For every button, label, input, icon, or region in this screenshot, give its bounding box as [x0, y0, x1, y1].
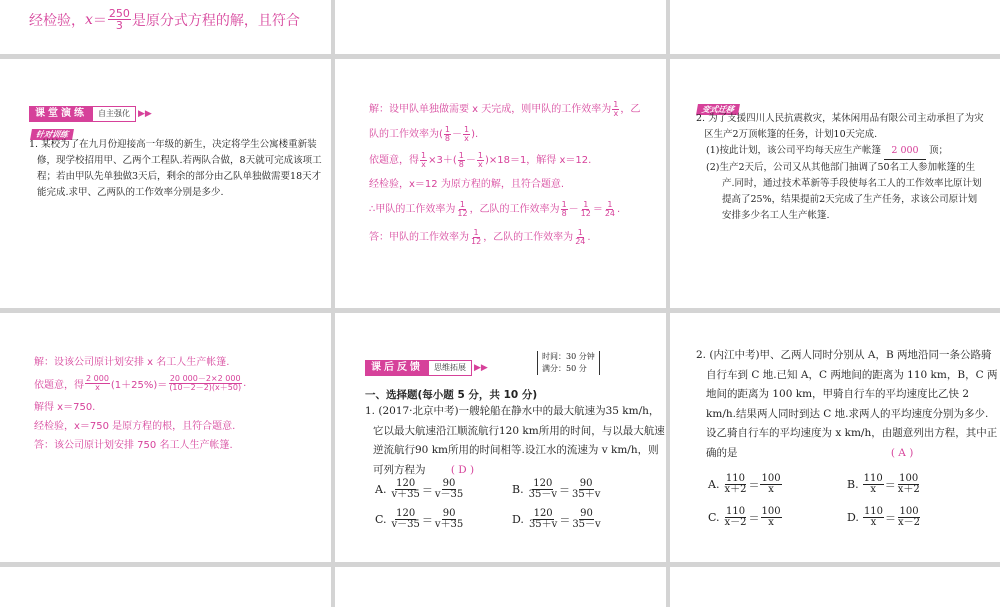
question-text: 1. (2017·北京中考)一艘轮船在静水中的最大航速为35 km/h，它以最大航速沿江顺流航行120 km所用的时间，与以最大航速逆流航行90 km所用的时间相等.设江水的流速为 v km/h，则可列方程为 — [365, 405, 665, 476]
option-label: B. — [847, 478, 859, 491]
frac-den: v－35 — [434, 489, 464, 500]
equals: ＝ — [421, 513, 433, 527]
arrow-icon: ▶▶ — [474, 363, 488, 373]
q2-stem: 2. 为了支援四川人民抗震救灾，某休闲用品有限公司主动承担了为灾区生产2万顶帐篷的任务，计划10天完成. — [696, 113, 984, 140]
frac-num: 90 — [579, 478, 593, 489]
question-1: 1. 某校为了在九月份迎接高一年级的新生，决定将学生公寓楼重新装修，现学校招用甲、乙两个工程队.若两队合做，8天就可完成该项工程；若由甲队先单独做3天后，剩余的部分由乙队单独做需要18天才能完成.求甲、乙两队的工作效率分别是多少. — [29, 139, 322, 198]
fraction — [723, 474, 747, 495]
frac-den: 24 — [604, 208, 616, 218]
fraction — [528, 509, 558, 530]
option-label: C. — [375, 513, 387, 526]
sol-text: ×3＋( — [428, 154, 457, 166]
fraction — [897, 474, 921, 495]
sol-text: － — [568, 203, 579, 215]
fraction — [108, 8, 131, 31]
slide-panel-7 — [0, 313, 331, 562]
frac-den: x－2 — [724, 517, 747, 528]
sol-text: (1＋25%)＝ — [110, 379, 168, 391]
frac-num: 250 — [108, 7, 130, 20]
fraction — [456, 201, 468, 218]
frac-num: 1 — [421, 150, 427, 160]
time-score-box — [537, 351, 600, 375]
frac-den: 35＋v — [528, 519, 558, 530]
fraction — [761, 507, 782, 528]
fraction — [863, 507, 884, 528]
answer-blank: 2 000 — [884, 143, 926, 160]
section-subtitle: 自主强化 — [93, 106, 136, 122]
option-c — [375, 509, 465, 530]
fraction — [391, 509, 421, 530]
sol-text: － — [465, 154, 476, 166]
fraction — [604, 201, 616, 218]
frac-num: 1 — [458, 150, 464, 160]
part-text: (1)按此计划，该公司平均每天应生产帐篷 — [706, 145, 881, 156]
fraction — [571, 479, 601, 500]
section-header-2 — [365, 355, 488, 376]
option-d — [847, 507, 922, 528]
frac-den: x — [613, 108, 619, 118]
option-label: A. — [375, 483, 387, 496]
section-title: 课堂演练 — [29, 106, 93, 122]
frac-den: x — [421, 159, 426, 169]
fraction — [897, 507, 921, 528]
frac-den: 3 — [115, 19, 123, 32]
option-a — [708, 474, 783, 495]
sol2-line-4: 经检验，x＝750 是原方程的根，且符合题意. — [34, 421, 236, 432]
variant-tag: 变式迁移 — [696, 104, 740, 115]
sol-text: － — [452, 128, 462, 140]
q2-part-2: (2)生产2天后，公司又从其他部门抽调了50名工人参加帐篷的生产.同时，通过技术革新等手段使每名工人的工作效率比原计划提高了25%，结果提前2天完成了生产任务，求该公司原计划安排多少名工人生产帐篷. — [706, 162, 982, 221]
frac-num: 100 — [899, 506, 919, 517]
frac-den: 35－v — [528, 489, 557, 500]
fraction — [477, 152, 484, 169]
option-label: A. — [708, 478, 720, 491]
frac-num: 100 — [899, 473, 919, 484]
frac-num: 90 — [442, 478, 456, 489]
sol-line-6 — [369, 223, 661, 251]
frac-den: x — [768, 484, 774, 495]
frac-num: 1 — [607, 199, 613, 209]
sol-text: ＝ — [592, 203, 603, 215]
fraction — [434, 509, 464, 530]
sol-text: ，乙 — [620, 103, 641, 115]
frac-den: x — [478, 159, 483, 169]
frac-num: 1 — [473, 227, 479, 237]
frac-num: 110 — [725, 473, 745, 484]
section-title: 课后反馈 — [365, 360, 429, 376]
slide-panel-11 — [335, 567, 666, 607]
slide-panel-4 — [0, 59, 331, 308]
equals: ＝ — [558, 483, 570, 497]
fraction — [612, 101, 619, 118]
choice-question-1 — [365, 402, 665, 480]
frac-den: x－2 — [898, 517, 921, 528]
option-label: D. — [847, 511, 859, 524]
fraction — [561, 201, 568, 218]
fraction — [760, 474, 781, 495]
option-b — [847, 474, 922, 495]
frac-den: 12 — [471, 236, 482, 246]
sol-text: 依题意，得 — [34, 379, 84, 391]
frac-num: 100 — [761, 473, 781, 484]
frac-den: 24 — [575, 236, 586, 246]
fraction — [528, 479, 558, 500]
equals: ＝ — [884, 478, 896, 492]
slide-panel-8 — [335, 313, 666, 562]
solution-1 — [369, 97, 661, 251]
fraction — [724, 507, 748, 528]
option-b — [512, 479, 602, 500]
equals: ＝ — [748, 511, 760, 525]
sol-text: 依题意，得 — [369, 154, 419, 166]
full-score: 满分：50 分 — [542, 364, 587, 373]
sol-text: . — [587, 231, 591, 243]
option-label: C. — [708, 511, 720, 524]
option-d — [512, 509, 603, 530]
frac-num: 120 — [533, 478, 553, 489]
frac-den: x — [95, 382, 100, 392]
section-header — [29, 101, 152, 122]
fraction — [444, 126, 451, 143]
frac-den: 12 — [457, 208, 468, 218]
frac-num: 1 — [459, 199, 466, 209]
time-limit: 时间：30 分钟 — [542, 352, 595, 361]
frac-num: 1 — [444, 124, 450, 134]
fraction — [390, 479, 420, 500]
frac-num: 120 — [396, 508, 416, 519]
frac-den: x＋2 — [897, 484, 920, 495]
section-subtitle: 思维拓展 — [429, 360, 472, 376]
frac-num: 1 — [561, 199, 567, 209]
part-text: 顶； — [929, 145, 949, 156]
frac-num: 1 — [464, 124, 470, 134]
fraction — [85, 375, 110, 392]
slide-panel-5 — [335, 59, 666, 308]
sol-line-2 — [369, 121, 661, 147]
frac-den: (10－2－2)(x＋50) — [169, 382, 242, 392]
sol-line-5 — [369, 195, 661, 223]
question-text: 2. (内江中考)甲、乙两人同时分别从 A，B 两地沿同一条公路骑自行车到 C 地.已知 A，C 两地间的距离为 110 km，B，C 两地间的距离为 100 km，甲骑自行车的平均速度比乙快 2 km/h.结果两人同时到达 C 地.求两人的平均速度分别为多少.设乙骑自行车的平均速度为 x km/h，由题意列出方程，其中正确的是 — [696, 349, 998, 459]
frac-num: 1 — [477, 150, 483, 160]
frac-num: 110 — [863, 473, 883, 484]
equals: ＝ — [559, 513, 571, 527]
sol2-line-5: 答：该公司原计划安排 750 名工人生产帐篷. — [34, 440, 233, 451]
sol-text: 队的工作效率为( — [369, 128, 443, 140]
sol-text: 答：甲队的工作效率为 — [369, 231, 469, 243]
slide-1-text — [29, 8, 300, 31]
solution-2 — [34, 350, 326, 453]
option-label: B. — [512, 483, 524, 496]
slide-panel-2 — [335, 0, 666, 54]
option-a — [375, 479, 465, 500]
practice-tag: 针对训练 — [30, 129, 74, 140]
question-2 — [696, 111, 986, 224]
fraction — [463, 126, 470, 143]
fraction — [470, 229, 482, 246]
frac-den: v－35 — [391, 519, 420, 530]
frac-den: x — [464, 133, 469, 143]
frac-num: 110 — [725, 506, 746, 517]
equals: ＝ — [92, 12, 107, 29]
sol-line-4: 经检验，x＝12 为原方程的解，且符合题意. — [369, 178, 564, 190]
text-pre: 经检验， — [29, 12, 85, 29]
var-x: x — [85, 11, 93, 28]
fraction — [458, 152, 465, 169]
sol-text: ，乙队的工作效率为 — [483, 231, 574, 243]
equals: ＝ — [885, 511, 897, 525]
frac-den: 8 — [444, 133, 450, 143]
sol-line-3 — [369, 147, 661, 173]
fraction — [580, 201, 592, 218]
equals: ＝ — [421, 483, 433, 497]
sol2-line-2 — [34, 370, 326, 396]
sol-text: ，乙队的工作效率为 — [469, 203, 560, 215]
slide-panel-6 — [670, 59, 1000, 308]
sol-text: )×18＝1，解得 x＝12. — [484, 154, 592, 166]
frac-den: 8 — [561, 208, 567, 218]
choice-question-2 — [696, 346, 998, 463]
frac-den: x＋2 — [724, 484, 747, 495]
sol2-line-1: 解：设该公司原计划安排 x 名工人生产帐篷. — [34, 356, 230, 368]
sol-text: ∴甲队的工作效率为 — [369, 203, 456, 215]
frac-num: 90 — [580, 508, 593, 519]
frac-num: 2 000 — [86, 373, 109, 383]
fraction — [863, 474, 884, 495]
frac-den: x — [870, 517, 877, 528]
slide-panel-12 — [670, 567, 1000, 607]
section-bar — [29, 106, 152, 122]
frac-den: 8 — [458, 159, 464, 169]
sol-text: . — [617, 203, 621, 215]
fraction — [574, 229, 586, 246]
sol-text: 解：设甲队单独做需要 x 天完成，则甲队的工作效率为 — [369, 103, 612, 115]
slide-panel-1 — [0, 0, 331, 54]
frac-den: v＋35 — [391, 489, 420, 500]
fraction — [168, 375, 242, 392]
frac-den: v＋35 — [434, 519, 464, 530]
frac-num: 1 — [613, 99, 619, 109]
slide-panel-9 — [670, 313, 1000, 562]
frac-num: 110 — [863, 506, 884, 517]
frac-num: 1 — [577, 227, 583, 237]
sol-line-1 — [369, 97, 661, 121]
frac-den: x — [768, 517, 774, 528]
frac-den: x — [870, 484, 876, 495]
fraction — [571, 509, 601, 530]
slide-panel-3 — [670, 0, 1000, 54]
frac-num: 100 — [761, 506, 781, 517]
arrow-icon: ▶▶ — [138, 109, 152, 119]
fraction — [420, 152, 427, 169]
frac-num: 20 000－2×2 000 — [169, 373, 241, 383]
frac-num: 120 — [533, 508, 553, 519]
slide-panel-10 — [0, 567, 331, 607]
answer-choice: ( A ) — [890, 446, 914, 459]
frac-den: 35－v — [572, 519, 601, 530]
frac-num: 120 — [396, 478, 416, 489]
q2-part-1 — [696, 143, 986, 160]
section-bar — [365, 360, 488, 376]
frac-num: 90 — [442, 508, 456, 519]
option-c — [708, 507, 783, 528]
option-label: D. — [512, 513, 524, 526]
answer-choice: ( D ) — [450, 463, 475, 476]
frac-den: 35＋v — [571, 489, 601, 500]
equals: ＝ — [748, 478, 760, 492]
frac-num: 1 — [583, 199, 589, 209]
fraction — [434, 479, 464, 500]
text-post: 是原分式方程的解，且符合 — [131, 12, 300, 29]
sol2-line-3: 解得 x＝750. — [34, 402, 96, 413]
sol-text: ). — [471, 128, 479, 140]
frac-den: 12 — [580, 208, 591, 218]
choice-heading: 一、选择题(每小题 5 分，共 10 分) — [365, 389, 538, 401]
sol-text: . — [243, 377, 247, 389]
